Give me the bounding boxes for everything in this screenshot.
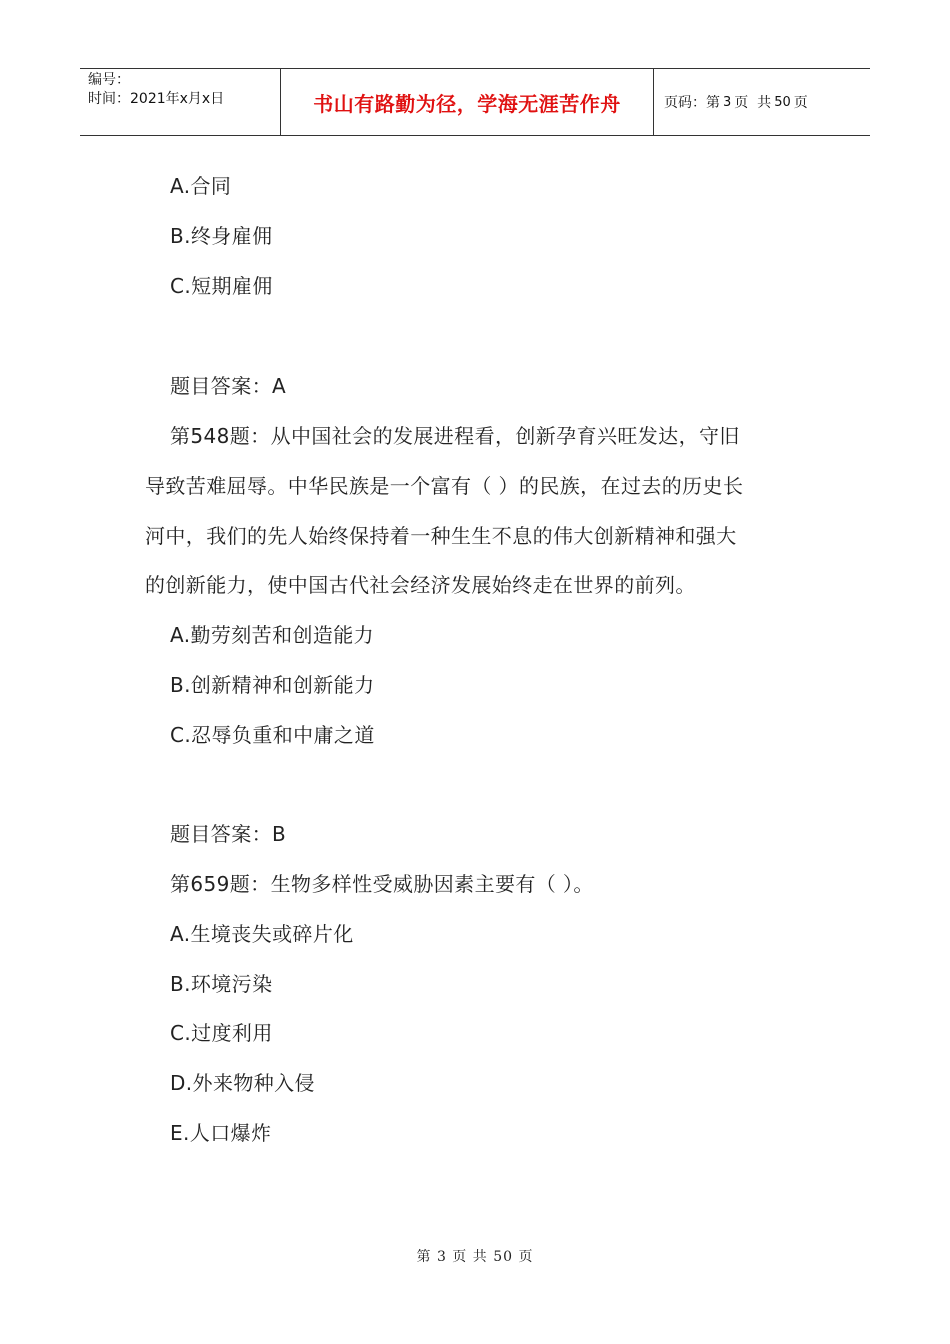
header-motto-cell	[281, 69, 654, 135]
page-number: 3	[723, 94, 732, 110]
page-label-mid: 页 共	[734, 95, 772, 111]
question-659-line-1: 第659题：生物多样性受威胁因素主要有（ ）。	[170, 872, 594, 896]
page-total: 50	[774, 94, 791, 110]
page-footer: 第 3 页 共 50 页	[416, 1249, 534, 1265]
page-header	[80, 68, 870, 136]
question-548-line-4: 的创新能力，使中国古代社会经济发展始终走在世界的前列。	[145, 573, 696, 597]
question-548-line-3: 河中，我们的先人始终保持着一种生生不息的伟大创新精神和强大	[145, 524, 737, 548]
option-a: A.生境丧失或碎片化	[170, 922, 354, 946]
answer-line: 题目答案：A	[170, 374, 287, 398]
time-label: 时间：2021年x月x日	[88, 91, 225, 107]
header-info-cell	[80, 69, 281, 135]
header-motto: 书山有路勤为径，学海无涯苦作舟	[313, 91, 621, 116]
question-548-line-1: 第548题：从中国社会的发展进程看，创新孕育兴旺发达，守旧	[170, 424, 740, 448]
option-c: C.忍辱负重和中庸之道	[170, 723, 375, 747]
option-c: C.短期雇佣	[170, 274, 273, 298]
option-a: A.勤劳刻苦和创造能力	[170, 623, 375, 647]
page-label-prefix: 页码：第	[664, 95, 720, 111]
option-e: E.人口爆炸	[170, 1121, 272, 1145]
header-page-cell	[654, 69, 870, 135]
answer-line: 题目答案：B	[170, 822, 287, 846]
option-c: C.过度利用	[170, 1021, 273, 1045]
option-b: B.终身雇佣	[170, 224, 273, 248]
option-a: A.合同	[170, 174, 232, 198]
option-b: B.环境污染	[170, 972, 273, 996]
page-label-suffix: 页	[793, 95, 808, 111]
option-d: D.外来物种入侵	[170, 1071, 315, 1095]
question-548-line-2: 导致苦难屈辱。中华民族是一个富有（ ）的民族，在过去的历史长	[145, 474, 744, 498]
serial-label: 编号：	[88, 72, 130, 88]
option-b: B.创新精神和创新能力	[170, 673, 375, 697]
